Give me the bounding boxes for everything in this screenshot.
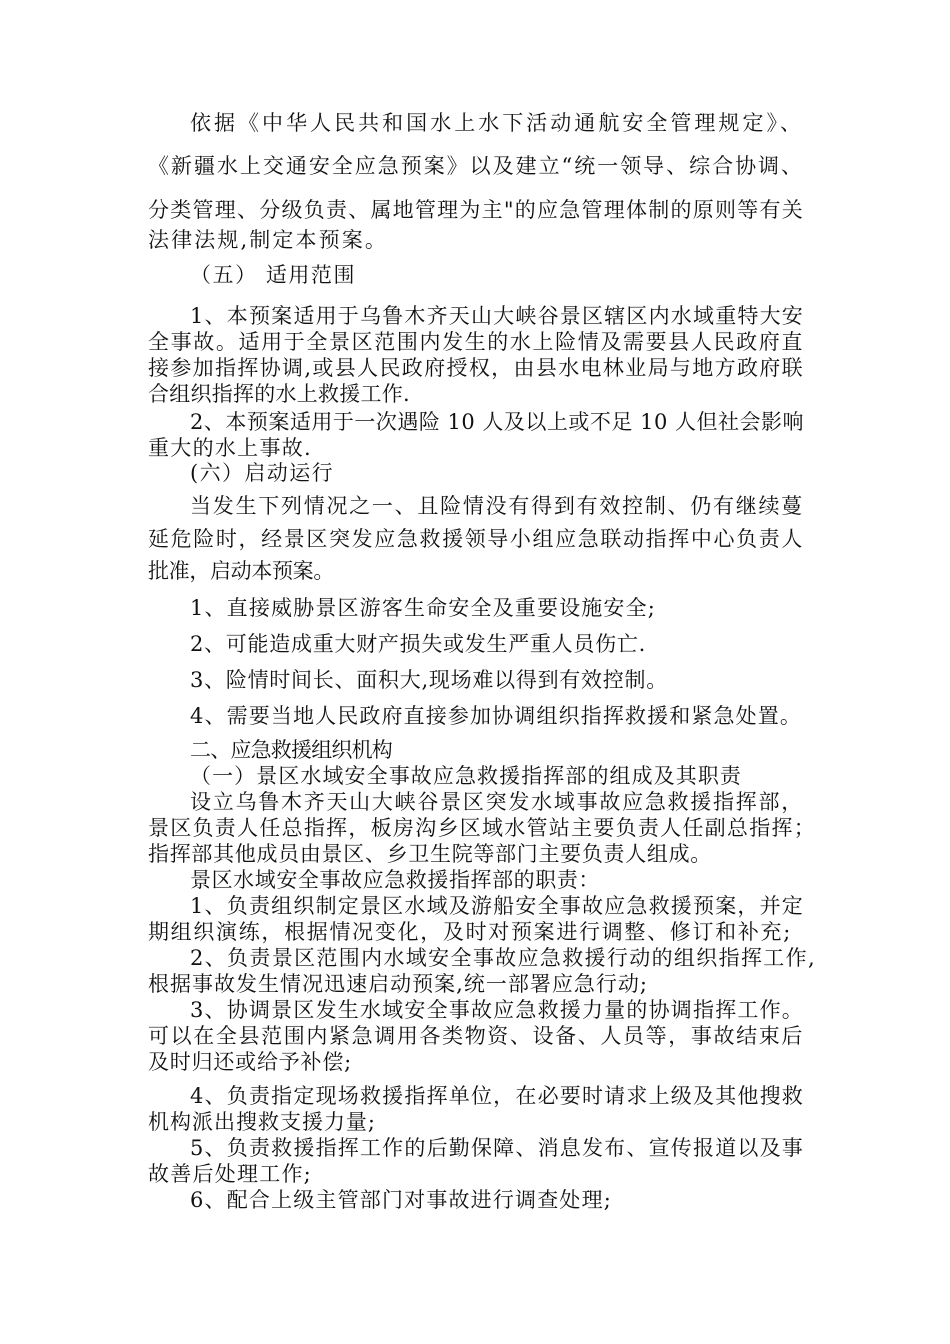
- text-line: （五） 适用范围: [190, 263, 356, 287]
- text-line: 接参加指挥协调,或县人民政府授权，由县水电林业局与地方政府联: [148, 356, 804, 380]
- text-line: 2、本预案适用于一次遇险 10 人及以上或不足 10 人但社会影响: [190, 410, 804, 434]
- text-line: 重大的水上事故.: [148, 436, 312, 460]
- text-line: 3、协调景区发生水域安全事故应急救援力量的协调指挥工作。: [190, 998, 804, 1022]
- text-line: 延危险时，经景区突发应急救援领导小组应急联动指挥中心负责人: [148, 527, 804, 551]
- text-line: 二、应急救援组织机构: [190, 738, 392, 762]
- text-line: 合组织指挥的水上救援工作.: [148, 382, 410, 406]
- text-line: 景区水域安全事故应急救援指挥部的职责：: [190, 868, 600, 892]
- text-line: （一）景区水域安全事故应急救援指挥部的组成及其职责: [190, 764, 742, 788]
- text-line: 4、需要当地人民政府直接参加协调组织指挥救援和紧急处置。: [190, 704, 802, 728]
- text-line: 2、可能造成重大财产损失或发生严重人员伤亡.: [190, 632, 646, 656]
- text-line: 依据《中华人民共和国水上水下活动通航安全管理规定》、: [190, 111, 804, 135]
- text-line: 当发生下列情况之一、且险情没有得到有效控制、仍有继续蔓: [190, 494, 804, 518]
- text-line: 可以在全县范围内紧急调用各类物资、设备、人员等，事故结束后: [148, 1024, 804, 1048]
- text-line: 3、险情时间长、面积大,现场难以得到有效控制。: [190, 668, 668, 692]
- text-line: 1、直接威胁景区游客生命安全及重要设施安全;: [190, 596, 656, 620]
- text-line: 及时归还或给予补偿;: [148, 1050, 352, 1074]
- text-line: 景区负责人任总指挥，板房沟乡区域水管站主要负责人任副总指挥；: [148, 816, 816, 840]
- text-line: 故善后处理工作;: [148, 1162, 312, 1186]
- text-line: 1、负责组织制定景区水域及游船安全事故应急救援预案，并定: [190, 894, 804, 918]
- text-line: 1、本预案适用于乌鲁木齐天山大峡谷景区辖区内水域重特大安: [190, 304, 804, 328]
- text-line: 批准，启动本预案。: [148, 559, 334, 583]
- text-line: 法律法规,制定本预案。: [148, 228, 388, 252]
- text-line: 指挥部其他成员由景区、乡卫生院等部门主要负责人组成。: [148, 842, 712, 866]
- text-line: 5、负责救援指挥工作的后勤保障、消息发布、宣传报道以及事: [190, 1136, 804, 1160]
- text-line: (六）启动运行: [190, 461, 334, 485]
- text-line: 6、配合上级主管部门对事故进行调查处理;: [190, 1188, 612, 1212]
- text-line: 4、负责指定现场救援指挥单位，在必要时请求上级及其他搜救: [190, 1084, 804, 1108]
- text-line: 分类管理、分级负责、属地管理为主"的应急管理体制的原则等有关: [148, 198, 804, 222]
- text-line: 根据事故发生情况迅速启动预案,统一部署应急行动;: [148, 972, 648, 996]
- text-line: 2、负责景区范围内水域安全事故应急救援行动的组织指挥工作,: [190, 946, 816, 970]
- text-line: 期组织演练，根据情况变化，及时对预案进行调整、修订和补充;: [148, 920, 792, 944]
- text-line: 设立乌鲁木齐天山大峡谷景区突发水域事故应急救援指挥部，: [190, 790, 804, 814]
- text-line: 《新疆水上交通安全应急预案》以及建立“统一领导、综合协调、: [148, 154, 804, 178]
- text-line: 全事故。适用于全景区范围内发生的水上险情及需要县人民政府直: [148, 330, 804, 354]
- text-line: 机构派出搜救支援力量;: [148, 1110, 376, 1134]
